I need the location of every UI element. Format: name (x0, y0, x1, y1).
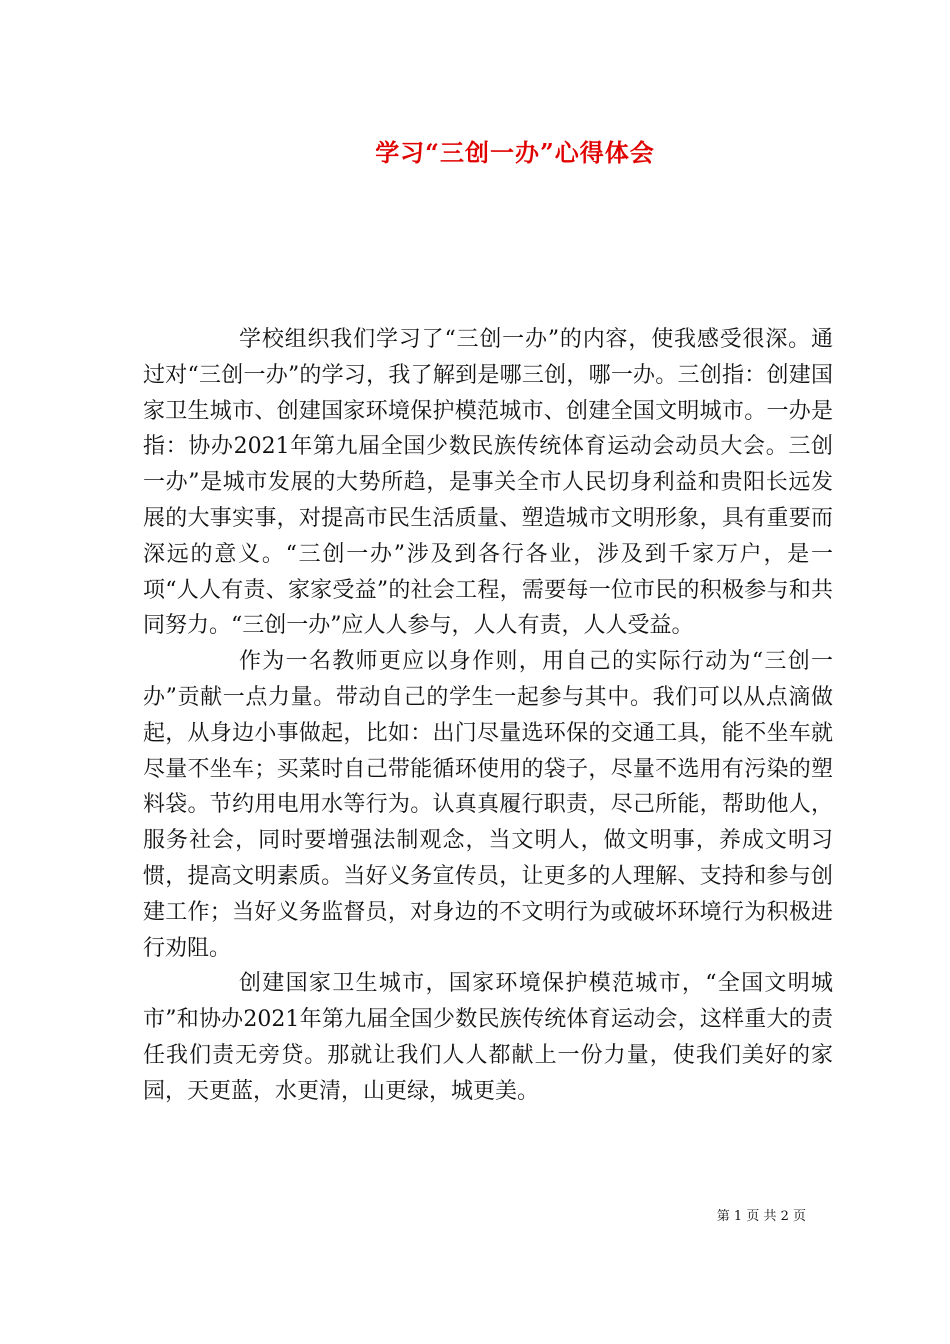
document-body (143, 322, 833, 1110)
paragraph-1: 学校组织我们学习了“三创一办”的内容，使我感受很深。通过对“三创一办”的学习，我了解到是哪三创，哪一办。三创指：创建国家卫生城市、创建国家环境保护模范城市、创建全国文明城市。一办是指：协办2021年第九届全国少数民族传统体育运动会动员大会。三创一办”是城市发展的大势所趋，是事关全市人民切身利益和贵阳长远发展的大事实事，对提高市民生活质量、塑造城市文明形象，具有重要而深远的意义。“三创一办”涉及到各行各业，涉及到千家万户，是一项“人人有责、家家受益”的社会工程，需要每一位市民的积极参与和共同努力。“三创一办”应人人参与，人人有责，人人受益。 (143, 327, 833, 639)
paragraph-3: 创建国家卫生城市，国家环境保护模范城市，“全国文明城市”和协办2021年第九届全国少数民族传统体育运动会，这样重大的责任我们责无旁贷。那就让我们人人都献上一份力量，使我们美好的家园，天更蓝，水更清，山更绿，城更美。 (143, 971, 833, 1104)
page-number-footer: 第 1 页 共 2 页 (716, 1209, 806, 1224)
paragraph-2: 作为一名教师更应以身作则，用自己的实际行动为“三创一办”贡献一点力量。带动自己的学生一起参与其中。我们可以从点滴做起，从身边小事做起，比如：出门尽量选环保的交通工具，能不坐车就尽量不坐车；买菜时自己带能循环使用的袋子，尽量不选用有污染的塑料袋。节约用电用水等行为。认真真履行职责，尽己所能，帮助他人，服务社会，同时要增强法制观念，当文明人，做文明事，养成文明习惯，提高文明素质。当好义务宣传员，让更多的人理解、支持和参与创建工作；当好义务监督员，对身边的不文明行为或破坏环境行为积极进行劝阻。 (143, 649, 833, 961)
document-title: 学习“三创一办”心得体会 (375, 138, 655, 167)
